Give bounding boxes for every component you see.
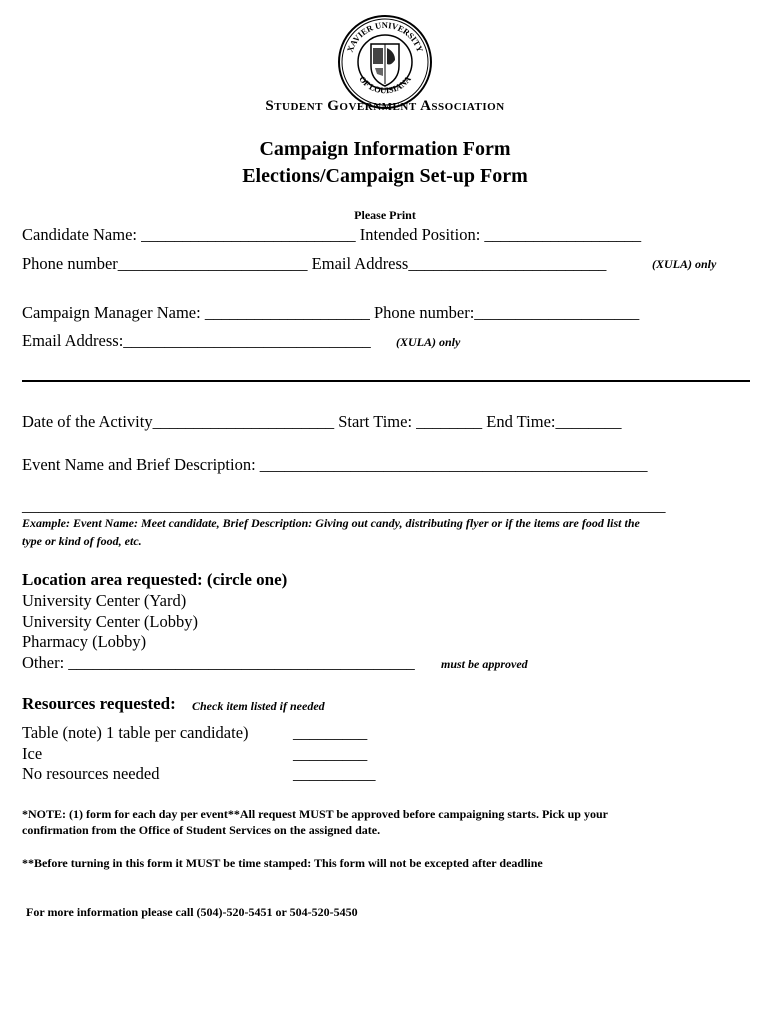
resource-none-checkline[interactable]: __________ xyxy=(293,764,376,783)
event-description-line2[interactable]: ______________________________________________________________________________ xyxy=(22,496,666,515)
timestamp-note: **Before turning in this form it MUST be time stamped: This form will not be excepted after deadline xyxy=(22,856,543,870)
university-seal-logo xyxy=(337,14,433,110)
location-heading: Location area requested: (circle one) xyxy=(22,570,288,589)
seal-text-bottom: OF LOUISIANA xyxy=(357,73,413,96)
manager-xula-note: (XULA) only xyxy=(396,335,461,349)
resource-item-none: No resources needed xyxy=(22,764,160,783)
form-title: Campaign Information Form xyxy=(259,138,511,160)
location-option-other[interactable]: Other: __________________________________________ xyxy=(22,653,415,672)
location-option-uc-lobby[interactable]: University Center (Lobby) xyxy=(22,612,198,631)
must-be-approved-note: must be approved xyxy=(441,657,528,671)
manager-row[interactable]: Campaign Manager Name: ____________________ Phone number:____________________ xyxy=(22,303,640,322)
resource-item-ice: Ice xyxy=(22,744,43,763)
location-option-pharmacy[interactable]: Pharmacy (Lobby) xyxy=(22,632,147,651)
note-line1: *NOTE: (1) form for each day per event**All request MUST be approved before campaigning starts. Pick up your xyxy=(22,807,608,821)
section-divider xyxy=(22,380,750,382)
resource-table-checkline[interactable]: _________ xyxy=(293,723,368,742)
example-text-line2: type or kind of food, etc. xyxy=(22,534,142,548)
location-option-yard[interactable]: University Center (Yard) xyxy=(22,591,187,610)
xula-only-note: (XULA) only xyxy=(652,257,717,271)
resources-heading: Resources requested: xyxy=(22,694,176,713)
example-text-line1: Example: Event Name: Meet candidate, Brief Description: Giving out candy, distributing flyer or if the items are food list the xyxy=(22,516,640,530)
please-print-label: Please Print xyxy=(354,208,416,222)
resource-ice-checkline[interactable]: _________ xyxy=(293,744,368,763)
event-description-row[interactable]: Event Name and Brief Description: _______________________________________________ xyxy=(22,455,648,474)
manager-email-row[interactable]: Email Address:______________________________ xyxy=(22,331,371,350)
form-subtitle: Elections/Campaign Set-up Form xyxy=(242,165,528,187)
resources-heading-note: Check item listed if needed xyxy=(192,699,325,713)
organization-name: Student Government Association xyxy=(265,98,505,114)
note-line2: confirmation from the Office of Student Services on the assigned date. xyxy=(22,823,381,837)
candidate-row[interactable]: Candidate Name: __________________________ Intended Position: ___________________ xyxy=(22,225,642,244)
phone-email-row[interactable]: Phone number_______________________ Email Address________________________ xyxy=(22,254,607,273)
date-time-row[interactable]: Date of the Activity______________________ Start Time: ________ End Time:________ xyxy=(22,412,622,431)
contact-info: For more information please call (504)-520-5451 or 504-520-5450 xyxy=(26,905,358,919)
resource-item-table: Table (note) 1 table per candidate) xyxy=(22,723,249,742)
seal-text-top: XAVIER UNIVERSITY xyxy=(344,19,426,54)
